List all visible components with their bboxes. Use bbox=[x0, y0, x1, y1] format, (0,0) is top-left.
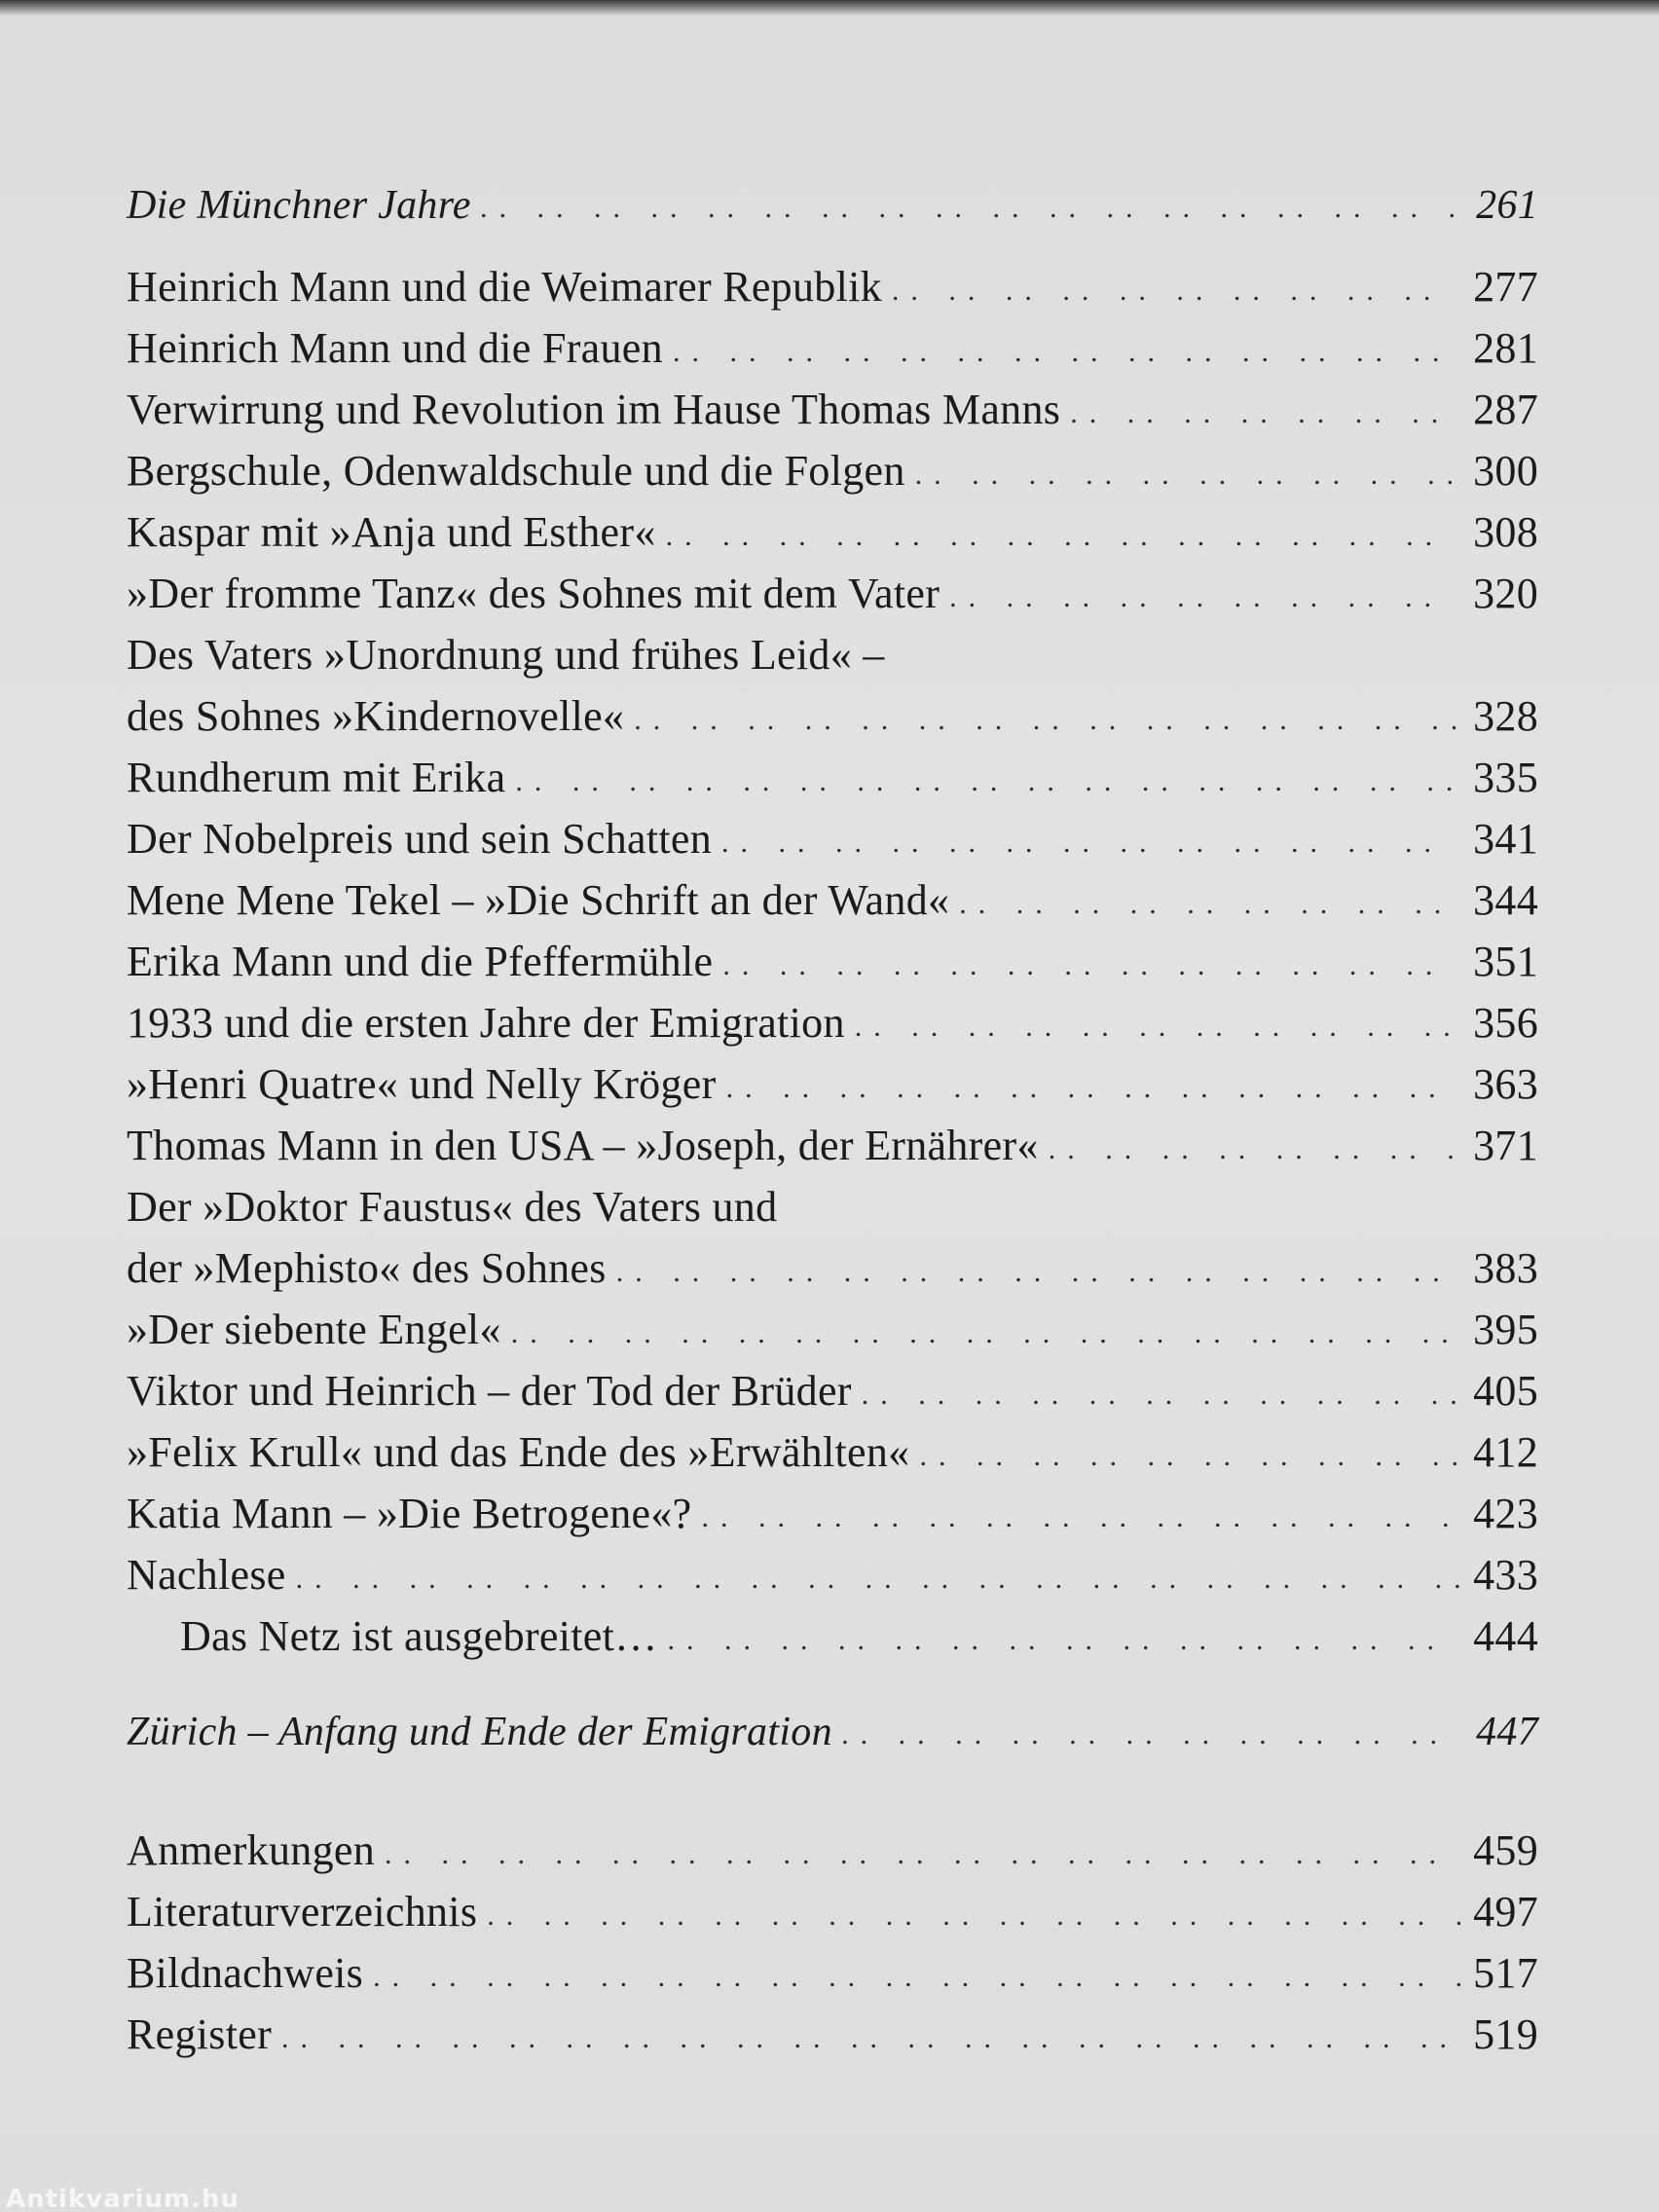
toc-entry bbox=[127, 250, 1538, 312]
toc-entry-title: »Henri Quatre« und Nelly Kröger bbox=[127, 1060, 717, 1108]
toc-entry-title: Des Vaters »Unordnung und frühes Leid« – bbox=[127, 631, 885, 679]
toc-entry bbox=[127, 864, 1538, 925]
leader-dots bbox=[373, 1963, 1460, 1998]
leader-dots bbox=[487, 1901, 1460, 1936]
toc-page-number: 308 bbox=[1473, 508, 1538, 556]
leader-dots bbox=[862, 1381, 1460, 1416]
toc-page-number: 300 bbox=[1473, 447, 1538, 495]
toc-entry-title: Rundherum mit Erika bbox=[127, 754, 506, 801]
toc-page-number: 519 bbox=[1473, 2010, 1538, 2058]
toc-entry-title: Katia Mann – »Die Betrogene«? bbox=[127, 1490, 692, 1537]
toc-entry-title: Mene Mene Tekel – »Die Schrift an der Wand« bbox=[127, 876, 950, 924]
toc-entry bbox=[127, 741, 1538, 802]
toc-page-number: 320 bbox=[1473, 570, 1538, 617]
leader-dots bbox=[385, 1840, 1460, 1875]
leader-dots bbox=[667, 1626, 1460, 1661]
toc-entry-title: »Felix Krull« und das Ende des »Erwählten« bbox=[127, 1428, 910, 1476]
toc-section-heading bbox=[127, 156, 1538, 229]
toc-entry-title: Die Münchner Jahre bbox=[127, 183, 471, 228]
toc-entry bbox=[127, 434, 1538, 496]
toc-page-number: 433 bbox=[1473, 1551, 1538, 1599]
toc-page-number: 356 bbox=[1473, 999, 1538, 1047]
toc-page-number: 412 bbox=[1473, 1428, 1538, 1476]
toc-entry bbox=[127, 1293, 1538, 1354]
toc-entry-title: Das Netz ist ausgebreitet… bbox=[180, 1612, 658, 1660]
toc-entry-title: Bergschule, Odenwaldschule und die Folgen bbox=[127, 447, 905, 495]
toc-entry-title: Bildnachweis bbox=[127, 1949, 364, 1997]
toc-page-number: 281 bbox=[1473, 324, 1538, 372]
toc-entry-title: Zürich – Anfang und Ende der Emigration bbox=[127, 1710, 832, 1754]
toc-entry-title: Verwirrung und Revolution im Hause Thomas Manns bbox=[127, 386, 1061, 433]
toc-subentry bbox=[127, 1600, 1538, 1661]
toc-page-number: 335 bbox=[1473, 754, 1538, 801]
toc-entry-title: Der »Doktor Faustus« des Vaters und bbox=[127, 1183, 778, 1231]
toc-appendix-entry bbox=[127, 1875, 1538, 1936]
toc-entry bbox=[127, 1109, 1538, 1170]
toc-entry bbox=[127, 680, 1538, 741]
toc-entry bbox=[127, 925, 1538, 986]
leader-dots bbox=[721, 829, 1460, 864]
leader-dots bbox=[281, 2024, 1460, 2059]
leader-dots bbox=[919, 1442, 1460, 1477]
toc-page-number: 405 bbox=[1473, 1367, 1538, 1415]
toc-entry bbox=[127, 1048, 1538, 1109]
leader-dots bbox=[296, 1565, 1460, 1600]
toc-appendix-entry bbox=[127, 1936, 1538, 1998]
leader-dots bbox=[673, 338, 1460, 373]
toc-entry-title: Thomas Mann in den USA – »Joseph, der Ernährer« bbox=[127, 1122, 1039, 1169]
toc-appendix-entry bbox=[127, 1998, 1538, 2059]
toc-entry bbox=[127, 496, 1538, 557]
toc-page-number: 344 bbox=[1473, 876, 1538, 924]
leader-dots bbox=[855, 1013, 1460, 1048]
toc-entry bbox=[127, 1354, 1538, 1416]
leader-dots bbox=[842, 1720, 1460, 1755]
toc-section-heading bbox=[127, 1682, 1538, 1755]
leader-dots bbox=[892, 276, 1460, 312]
toc-page-number: 459 bbox=[1473, 1826, 1538, 1874]
toc-entry-first-line bbox=[127, 1170, 1538, 1232]
toc-entry-title: 1933 und die ersten Jahre der Emigration bbox=[127, 999, 845, 1047]
toc-entry bbox=[127, 1416, 1538, 1477]
leader-dots bbox=[949, 583, 1460, 618]
leader-dots bbox=[959, 890, 1460, 925]
toc-entry-title: Kaspar mit »Anja und Esther« bbox=[127, 508, 656, 556]
toc-page-number: 517 bbox=[1473, 1949, 1538, 1997]
toc-entry-title: Literaturverzeichnis bbox=[127, 1888, 478, 1936]
toc-entry-title: Viktor und Heinrich – der Tod der Brüder bbox=[127, 1367, 852, 1415]
toc-entry-title: »Der fromme Tanz« des Sohnes mit dem Vater bbox=[127, 570, 940, 617]
leader-dots bbox=[1070, 399, 1460, 434]
toc-page-number: 328 bbox=[1473, 692, 1538, 740]
leader-dots bbox=[726, 1074, 1460, 1109]
toc-entry-title: der »Mephisto« des Sohnes bbox=[127, 1244, 607, 1292]
toc-entry-title: Der Nobelpreis und sein Schatten bbox=[127, 815, 712, 863]
leader-dots bbox=[634, 706, 1460, 741]
toc-entry-first-line bbox=[127, 618, 1538, 680]
leader-dots bbox=[722, 951, 1460, 986]
toc-page-number: 444 bbox=[1473, 1612, 1538, 1660]
watermark: Antikvarium.hu bbox=[6, 2187, 240, 2212]
toc-entry-title: Heinrich Mann und die Weimarer Republik bbox=[127, 263, 882, 311]
toc-appendix-entry bbox=[127, 1814, 1538, 1875]
toc-entry bbox=[127, 373, 1538, 434]
toc-page-number: 363 bbox=[1473, 1060, 1538, 1108]
toc-entry bbox=[127, 1477, 1538, 1538]
toc-page-number: 497 bbox=[1473, 1888, 1538, 1936]
toc-entry bbox=[127, 312, 1538, 373]
page-top-edge bbox=[0, 0, 1659, 16]
toc-entry-title: Nachlese bbox=[127, 1551, 286, 1599]
toc-page-number: 423 bbox=[1473, 1490, 1538, 1537]
leader-dots bbox=[666, 522, 1460, 557]
toc-entry-title: Erika Mann und die Pfeffermühle bbox=[127, 938, 714, 985]
leader-dots bbox=[1049, 1135, 1460, 1170]
leader-dots bbox=[616, 1258, 1460, 1293]
toc-page-number: 371 bbox=[1473, 1122, 1538, 1169]
toc-page-number: 383 bbox=[1473, 1244, 1538, 1292]
toc-entry-title: »Der siebente Engel« bbox=[127, 1306, 501, 1353]
toc-entry-title: Register bbox=[127, 2010, 273, 2058]
leader-dots bbox=[515, 767, 1460, 802]
toc-entry bbox=[127, 1538, 1538, 1600]
toc-entry bbox=[127, 557, 1538, 618]
toc-entry bbox=[127, 1232, 1538, 1293]
leader-dots bbox=[481, 194, 1460, 229]
table-of-contents bbox=[127, 156, 1538, 2059]
toc-entry bbox=[127, 802, 1538, 864]
toc-page-number: 351 bbox=[1473, 938, 1538, 985]
leader-dots bbox=[511, 1319, 1460, 1354]
toc-page-number: 395 bbox=[1473, 1306, 1538, 1353]
leader-dots bbox=[915, 461, 1460, 496]
toc-page-number: 447 bbox=[1476, 1710, 1538, 1754]
toc-page-number: 341 bbox=[1473, 815, 1538, 863]
toc-entry bbox=[127, 986, 1538, 1048]
leader-dots bbox=[702, 1503, 1460, 1538]
toc-page-number: 287 bbox=[1473, 386, 1538, 433]
toc-page-number: 277 bbox=[1473, 263, 1538, 311]
toc-entry-title: Heinrich Mann und die Frauen bbox=[127, 324, 663, 372]
toc-entry-title: Anmerkungen bbox=[127, 1826, 376, 1874]
toc-page-number: 261 bbox=[1476, 183, 1538, 228]
toc-entry-title: des Sohnes »Kindernovelle« bbox=[127, 692, 625, 740]
